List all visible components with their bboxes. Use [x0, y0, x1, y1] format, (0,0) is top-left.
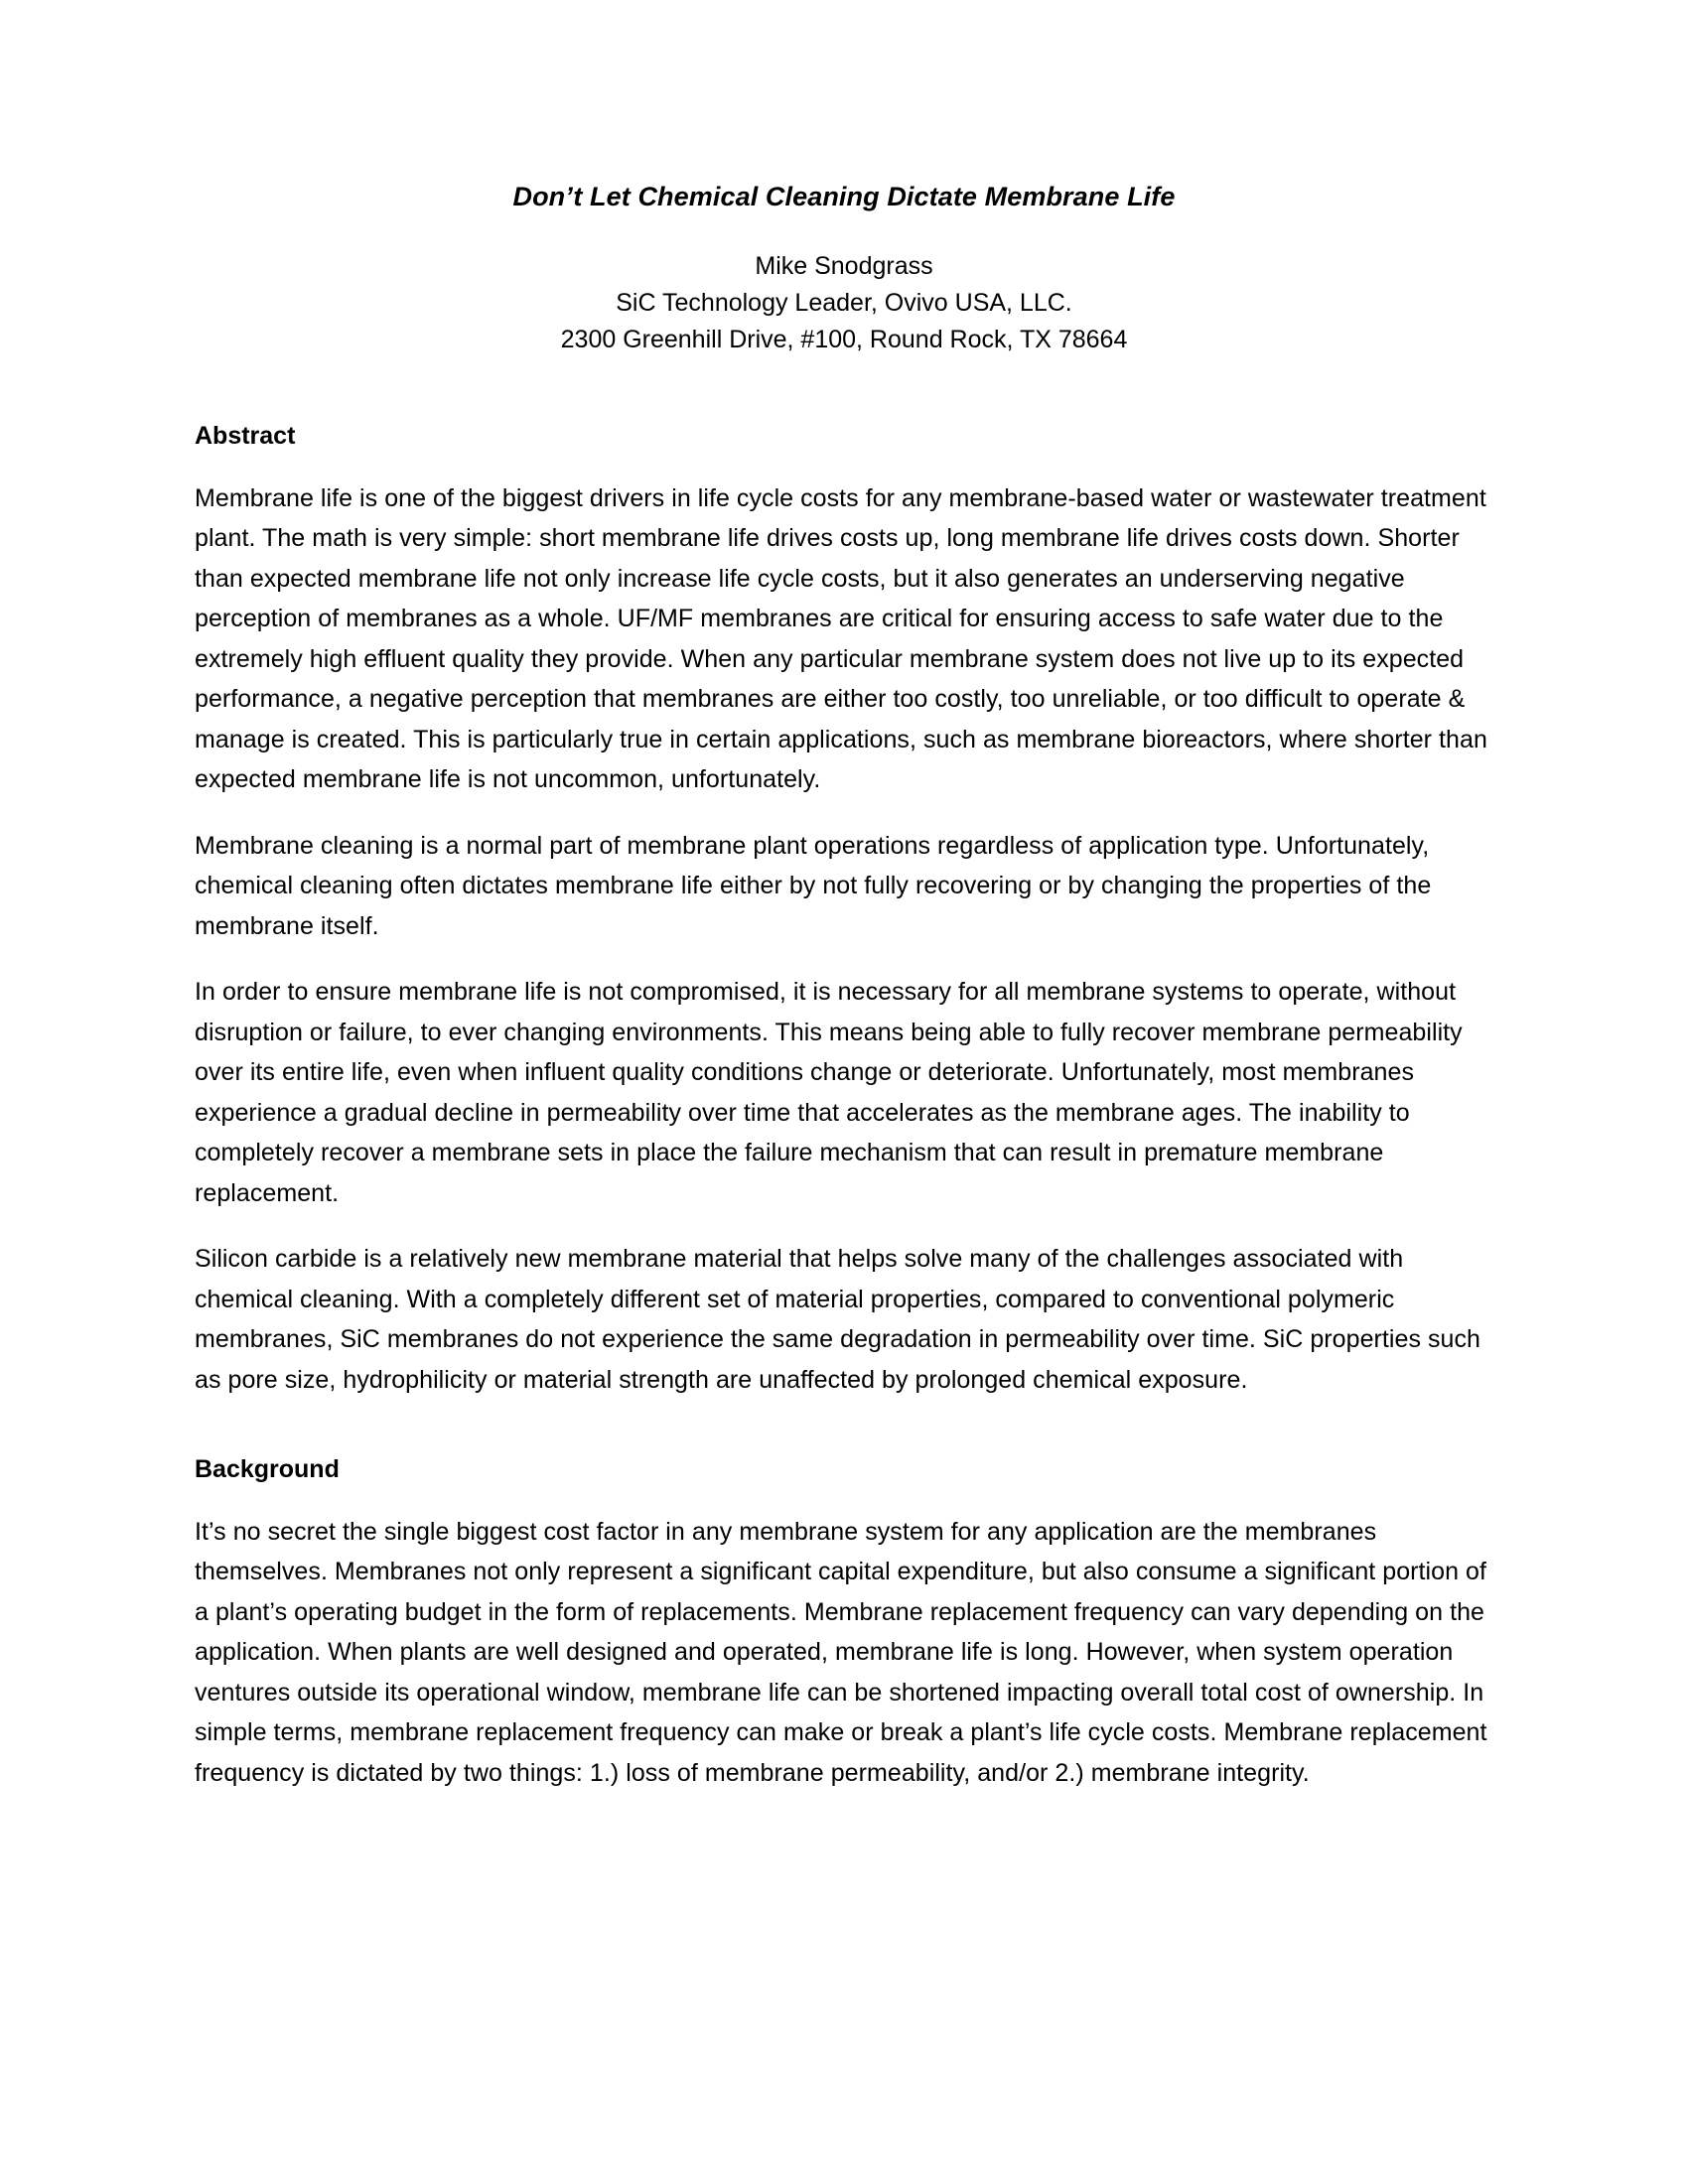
- page-title: Don’t Let Chemical Cleaning Dictate Membrane Life: [512, 182, 1176, 211]
- section-background: [195, 1453, 1493, 1793]
- section-abstract: [195, 420, 1493, 1400]
- author-name: Mike Snodgrass: [755, 252, 933, 281]
- author-affiliation: SiC Technology Leader, Ovivo USA, LLC.: [616, 289, 1072, 318]
- byline-block: [195, 248, 1493, 358]
- paragraph: In order to ensure membrane life is not compromised, it is necessary for all membrane systems to operate, without disruption or failure, to ever changing environments. This means being able to fully recover membrane permeability over its entire life, even when influent quality conditions change or deteriorate. Unfortunately, most membranes experience a gradual decline in permeability over time that accelerates as the membrane ages. The inability to completely recover a membrane sets in place the failure mechanism that can result in premature membrane replacement.: [195, 978, 1463, 1207]
- section-heading-abstract: Abstract: [195, 422, 296, 451]
- paragraph: It’s no secret the single biggest cost factor in any membrane system for any application are the membranes themselves. Membranes not only represent a significant capital expenditure, but also consume a significant portion of a plant’s operating budget in the form of replacements. Membrane replacement frequency can vary depending on the application. When plants are well designed and operated, membrane life is long. However, when system operation ventures outside its operational window, membrane life can be shortened impacting overall total cost of ownership. In simple terms, membrane replacement frequency can make or break a plant’s life cycle costs. Membrane replacement frequency is dictated by two things: 1.) loss of membrane permeability, and/or 2.) membrane integrity.: [195, 1517, 1487, 1787]
- paragraph: Silicon carbide is a relatively new membrane material that helps solve many of the challenges associated with chemical cleaning. With a completely different set of material properties, compared to conventional polymeric membranes, SiC membranes do not experience the same degradation in permeability over time. SiC properties such as pore size, hydrophilicity or material strength are unaffected by prolonged chemical exposure.: [195, 1245, 1481, 1394]
- section-heading-background: Background: [195, 1455, 340, 1484]
- author-address: 2300 Greenhill Drive, #100, Round Rock, TX 78664: [560, 326, 1128, 354]
- paragraph: Membrane cleaning is a normal part of membrane plant operations regardless of application type. Unfortunately, chemical cleaning often dictates membrane life either by not fully recovering or by changing the properties of the membrane itself.: [195, 831, 1432, 940]
- paragraph: Membrane life is one of the biggest drivers in life cycle costs for any membrane-based water or wastewater treatment plant. The math is very simple: short membrane life drives costs up, long membrane life drives costs down. Shorter than expected membrane life not only increase life cycle costs, but it also generates an underserving negative perception of membranes as a whole. UF/MF membranes are critical for ensuring access to safe water due to the extremely high effluent quality they provide. When any particular membrane system does not live up to its expected performance, a negative perception that membranes are either too costly, too unreliable, or too difficult to operate & manage is created. This is particularly true in certain applications, such as membrane bioreactors, where shorter than expected membrane life is not uncommon, unfortunately.: [195, 483, 1487, 794]
